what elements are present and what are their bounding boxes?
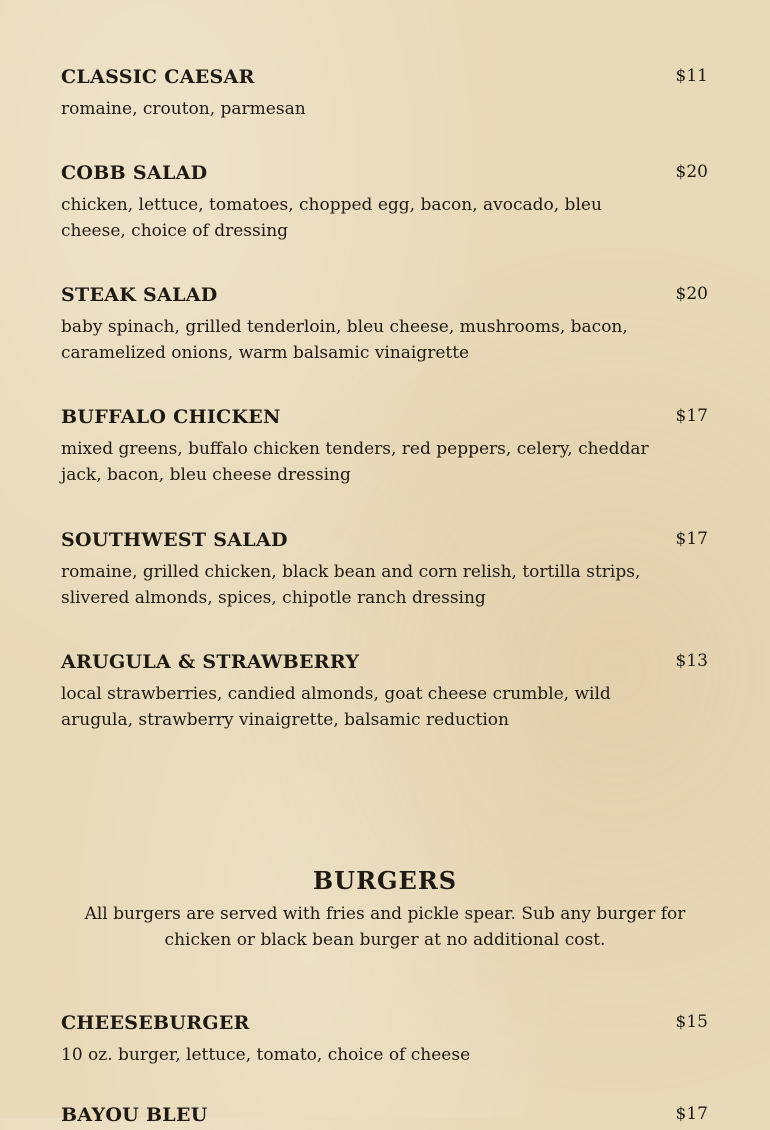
section-title-burgers: BURGERS	[312, 866, 458, 895]
menu-item-description: romaine, grilled chicken, black bean and corn relish, tortilla strips, slivered almonds, spices, chipotle ranch dressing	[61, 562, 641, 608]
menu-item-price: $11	[675, 66, 708, 86]
menu-item-price: $15	[675, 1012, 708, 1032]
menu-item-arugula-strawberry	[61, 651, 708, 733]
menu-item-price: $13	[675, 651, 708, 671]
menu-item-description: romaine, crouton, parmesan	[61, 99, 306, 119]
menu-item-cheeseburger	[61, 1012, 708, 1068]
menu-item-cobb-salad	[61, 162, 708, 244]
menu-item-buffalo-chicken	[61, 406, 708, 488]
menu-item-name: CHEESEBURGER	[61, 1012, 250, 1034]
menu-item-name: CLASSIC CAESAR	[61, 66, 255, 88]
menu-item-bayou-bleu	[61, 1104, 708, 1130]
menu-item-description: baby spinach, grilled tenderloin, bleu cheese, mushrooms, bacon, caramelized onions, warm balsamic vinaigrette	[61, 317, 628, 363]
menu-item-southwest-salad	[61, 529, 708, 611]
menu-item-steak-salad	[61, 284, 708, 366]
menu-item-price: $20	[675, 284, 708, 304]
menu-item-description: chicken, lettuce, tomatoes, chopped egg, bacon, avocado, bleu cheese, choice of dressing	[61, 195, 602, 241]
menu-item-description: mixed greens, buffalo chicken tenders, red peppers, celery, cheddar jack, bacon, bleu cheese dressing	[61, 439, 649, 485]
menu-item-price: $20	[675, 162, 708, 182]
menu-item-description: 10 oz. burger, lettuce, tomato, choice of cheese	[61, 1045, 471, 1065]
menu-item-name: BUFFALO CHICKEN	[61, 406, 281, 428]
menu-item-name: BAYOU BLEU	[61, 1104, 208, 1126]
menu-item-price: $17	[675, 1104, 708, 1124]
previous-section-title-fragment	[0, 0, 770, 16]
menu-item-name: STEAK SALAD	[61, 284, 218, 306]
menu-item-classic-caesar	[61, 66, 708, 122]
menu-item-name: ARUGULA & STRAWBERRY	[61, 651, 360, 673]
section-note-burgers: All burgers are served with fries and pickle spear. Sub any burger for chicken or black bean burger at no additional cost.	[84, 904, 686, 950]
menu-item-name: SOUTHWEST SALAD	[61, 529, 288, 551]
menu-item-price: $17	[675, 406, 708, 426]
menu-item-description: local strawberries, candied almonds, goat cheese crumble, wild arugula, strawberry vinaigrette, balsamic reduction	[61, 684, 611, 730]
menu-item-price: $17	[675, 529, 708, 549]
menu-item-name: COBB SALAD	[61, 162, 208, 184]
